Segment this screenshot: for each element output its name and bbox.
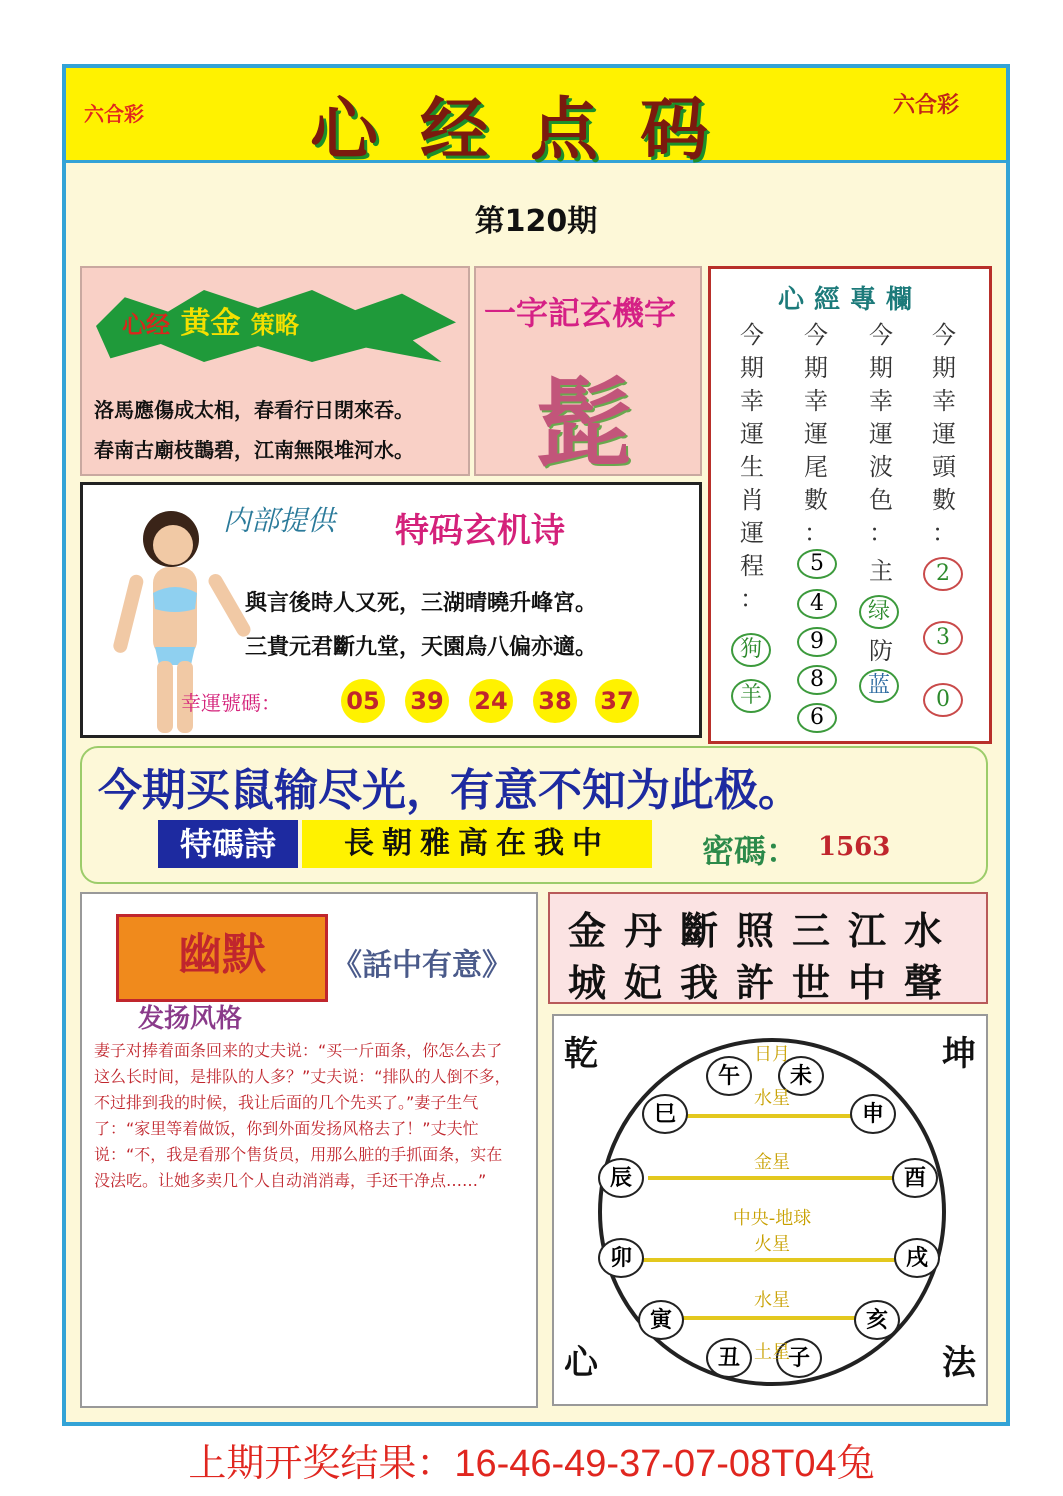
zodiac-xu: 戌 <box>894 1238 940 1278</box>
zodiac-wheel-panel <box>552 1014 988 1406</box>
issue-number: 第120期 <box>474 204 598 239</box>
poem-line-1: 與言後時人又死，三湖晴曉升峰宮。 <box>245 590 598 616</box>
one-char-panel <box>474 266 702 480</box>
golden-strategy-panel <box>80 266 470 476</box>
joke-subtitle: 《話中有意》 <box>332 948 512 983</box>
zodiac-chen: 辰 <box>598 1158 644 1198</box>
tail-pick-1: 5 <box>797 549 837 579</box>
zodiac-pick-2: 羊 <box>731 679 771 713</box>
planet-venus: 金星 <box>754 1152 790 1173</box>
logo-right: 六合彩 <box>892 93 959 118</box>
joke-heading: 发扬风格 <box>138 1004 243 1034</box>
lucky-label: 幸運號碼： <box>181 691 281 715</box>
one-char-title: 一字記玄機字 <box>484 294 677 332</box>
tail-pick-3: 9 <box>797 627 837 657</box>
tail-pick-2: 4 <box>797 589 837 619</box>
verse-line-2: 城妃我許世中聲 <box>568 960 961 1005</box>
poem-line-2: 三貴元君斷九堂，天園鳥八偏亦適。 <box>245 634 598 660</box>
golden-banner-small: 心经 <box>122 310 170 339</box>
column-panel <box>708 266 992 744</box>
one-char-glyph: 髭 <box>536 367 632 480</box>
planet-sun-moon: 日月 <box>754 1044 790 1065</box>
special-poem-text: 長朝雅高在我中 <box>302 820 652 868</box>
golden-banner-end: 策略 <box>250 310 299 339</box>
zodiac-shen: 申 <box>850 1094 896 1134</box>
color-guard-label: 防 <box>869 637 893 665</box>
special-poem-label: 特碼詩 <box>158 820 298 868</box>
zodiac-yin: 寅 <box>638 1300 684 1340</box>
head-pick-3: 0 <box>923 683 963 717</box>
zodiac-si: 巳 <box>642 1094 688 1134</box>
verse-line-1: 金丹斷照三江水 <box>568 908 961 953</box>
joke-body: 妻子对捧着面条回来的丈夫说：“买一斤面条，你怎么去了这么长时间，是排队的人多？”丈夫说：“排队的人倒不多，不过排到我的时候，我让后面的几个先买了。”妻子生气了：“家里等着做饭，你到外面发扬风格去了！”丈夫忙说：“不，我是看那个售货员，用那么脏的手抓面条，实在没法吃。让她多卖几个人自动消消毒，手还干净点……” <box>94 1041 511 1190</box>
planet-mercury-top: 水星 <box>754 1088 790 1109</box>
corner-kun: 坤 <box>942 1034 976 1074</box>
planet-earth: 中央-地球 <box>732 1208 812 1229</box>
code-label: 密碼： <box>702 832 799 870</box>
golden-banner-big: 黄金 <box>180 306 241 341</box>
headline-text: 今期买鼠输尽光，有意不知为此极。 <box>98 765 802 816</box>
headline-panel <box>80 746 988 884</box>
head-pick-1: 2 <box>923 557 963 591</box>
humor-badge: 幽默 <box>116 914 328 1002</box>
column-tail-header: 今 期 幸 運 尾 數 ： <box>804 321 828 547</box>
color-main-label: 主 <box>869 557 893 585</box>
verse-panel <box>548 892 988 1004</box>
column-zodiac-header: 今 期 幸 運 生 肖 運 程 ： <box>740 321 764 613</box>
column-color-header: 今 期 幸 運 波 色 ： <box>869 321 893 547</box>
color-main: 绿 <box>859 595 899 629</box>
tail-pick-4: 8 <box>797 665 837 695</box>
logo-left <box>84 98 144 127</box>
last-draw-result: 上期开奖结果：16-46-49-37-07-08T04兔 <box>188 1443 875 1485</box>
planet-mars: 火星 <box>754 1234 790 1255</box>
corner-fa: 法 <box>942 1343 976 1383</box>
code-value: 1563 <box>818 832 891 862</box>
lucky-number-1: 05 <box>341 679 385 723</box>
zodiac-wei: 未 <box>778 1056 824 1096</box>
logo-left-text: 六合彩 <box>84 102 144 126</box>
lucky-number-5: 37 <box>595 679 639 723</box>
zodiac-you: 酉 <box>892 1158 938 1198</box>
golden-banner-title <box>122 298 299 342</box>
zodiac-wu: 午 <box>706 1056 752 1096</box>
zodiac-hai: 亥 <box>854 1300 900 1340</box>
zodiac-chou: 丑 <box>706 1338 752 1378</box>
lucky-number-3: 24 <box>469 679 513 723</box>
poem-title: 特码玄机诗 <box>395 511 565 551</box>
lucky-number-2: 39 <box>405 679 449 723</box>
planet-saturn: 土星 <box>754 1342 790 1363</box>
golden-line-1: 洛馬應傷成太相，春看行日閉來吞。 <box>94 398 414 422</box>
poem-source-label: 内部提供 <box>223 504 336 537</box>
corner-xin: 心 <box>564 1343 598 1383</box>
column-title: 心經專欄 <box>777 285 922 315</box>
tail-pick-5: 6 <box>797 703 837 733</box>
head-pick-2: 3 <box>923 621 963 655</box>
zodiac-zi: 子 <box>776 1338 822 1378</box>
column-head-header: 今 期 幸 運 頭 數 ： <box>932 321 956 547</box>
lucky-number-4: 38 <box>533 679 577 723</box>
golden-line-2: 春南古廟枝鵲碧，江南無限堆河水。 <box>94 438 414 462</box>
zodiac-mao: 卯 <box>598 1238 644 1278</box>
joke-panel <box>80 892 538 1408</box>
poem-panel <box>80 482 702 738</box>
main-title: 心经点码 <box>309 90 750 170</box>
planet-mercury-bottom: 水星 <box>754 1290 790 1311</box>
golden-poem <box>94 390 414 470</box>
poem-lines <box>245 581 597 669</box>
color-guard: 蓝 <box>859 669 899 703</box>
corner-qian: 乾 <box>564 1034 598 1074</box>
zodiac-pick-1: 狗 <box>731 633 771 667</box>
